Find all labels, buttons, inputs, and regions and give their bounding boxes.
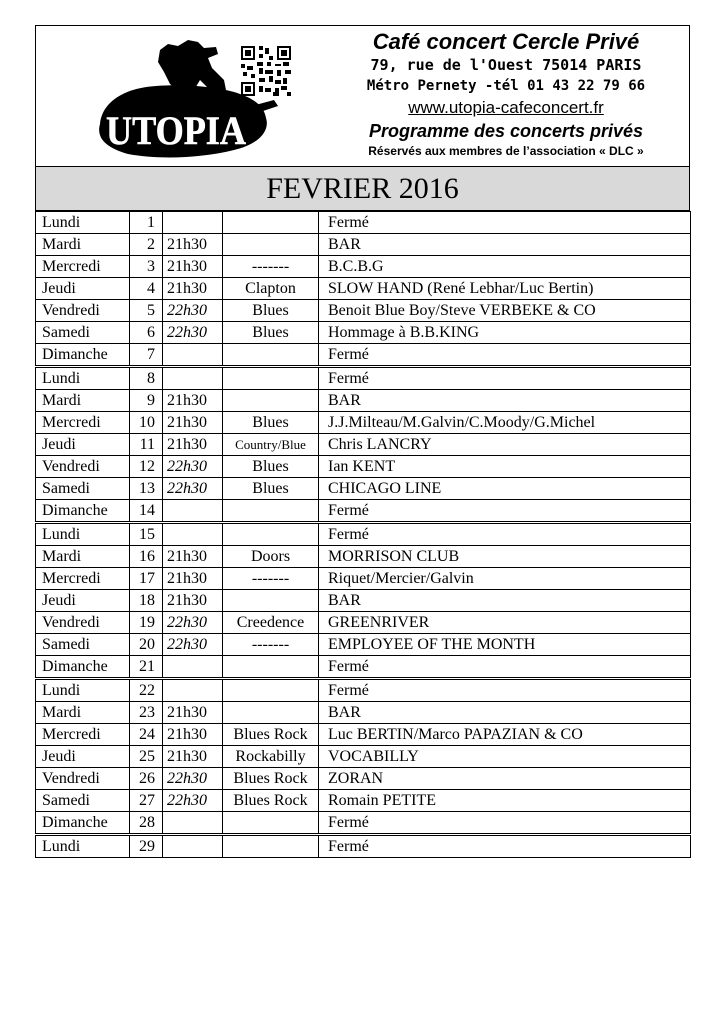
date-cell: 14 <box>130 500 163 523</box>
date-cell: 27 <box>130 790 163 812</box>
date-cell: 25 <box>130 746 163 768</box>
date-cell: 3 <box>130 256 163 278</box>
act-cell: BAR <box>319 702 691 724</box>
schedule-row <box>36 278 691 300</box>
time-cell <box>163 500 223 523</box>
date-cell: 23 <box>130 702 163 724</box>
time-cell: 21h30 <box>163 724 223 746</box>
logo-text: UTOPIA <box>106 108 247 153</box>
day-cell: Dimanche <box>36 344 130 367</box>
genre-cell: Blues <box>223 300 319 322</box>
date-cell: 18 <box>130 590 163 612</box>
date-cell: 19 <box>130 612 163 634</box>
time-cell: 21h30 <box>163 434 223 456</box>
genre-cell: Blues Rock <box>223 724 319 746</box>
schedule-row <box>36 812 691 835</box>
day-cell: Lundi <box>36 212 130 234</box>
time-cell: 22h30 <box>163 456 223 478</box>
genre-cell: Blues Rock <box>223 768 319 790</box>
schedule-table <box>35 211 691 858</box>
time-cell: 21h30 <box>163 390 223 412</box>
time-cell <box>163 212 223 234</box>
genre-cell: Blues <box>223 456 319 478</box>
time-cell: 21h30 <box>163 412 223 434</box>
day-cell: Mardi <box>36 702 130 724</box>
date-cell: 16 <box>130 546 163 568</box>
time-cell <box>163 344 223 367</box>
schedule-row <box>36 656 691 679</box>
genre-cell: Blues <box>223 322 319 344</box>
day-cell: Mardi <box>36 234 130 256</box>
website-link[interactable]: www.utopia-cafeconcert.fr <box>408 98 604 117</box>
genre-cell <box>223 523 319 546</box>
day-cell: Lundi <box>36 523 130 546</box>
act-cell: Fermé <box>319 523 691 546</box>
day-cell: Vendredi <box>36 456 130 478</box>
schedule-row <box>36 434 691 456</box>
genre-cell: ------- <box>223 256 319 278</box>
act-cell: ZORAN <box>319 768 691 790</box>
act-cell: Fermé <box>319 835 691 858</box>
schedule-row <box>36 724 691 746</box>
act-cell: J.J.Milteau/M.Galvin/C.Moody/G.Michel <box>319 412 691 434</box>
day-cell: Dimanche <box>36 500 130 523</box>
genre-cell <box>223 390 319 412</box>
time-cell: 21h30 <box>163 568 223 590</box>
day-cell: Samedi <box>36 322 130 344</box>
day-cell: Mardi <box>36 390 130 412</box>
venue-title: Café concert Cercle Privé <box>372 29 640 54</box>
schedule-row <box>36 212 691 234</box>
time-cell <box>163 835 223 858</box>
time-cell: 22h30 <box>163 612 223 634</box>
time-cell: 21h30 <box>163 278 223 300</box>
genre-cell <box>223 590 319 612</box>
date-cell: 12 <box>130 456 163 478</box>
genre-cell: Rockabilly <box>223 746 319 768</box>
day-cell: Mercredi <box>36 256 130 278</box>
act-cell: Fermé <box>319 344 691 367</box>
time-cell: 21h30 <box>163 746 223 768</box>
time-cell: 22h30 <box>163 768 223 790</box>
membership-note: Réservés aux membres de l’association « DLC » <box>368 144 644 158</box>
genre-cell: Country/Blue <box>223 434 319 456</box>
qr-code <box>241 46 291 96</box>
genre-cell <box>223 212 319 234</box>
day-cell: Mercredi <box>36 412 130 434</box>
schedule-row <box>36 612 691 634</box>
date-cell: 10 <box>130 412 163 434</box>
schedule-row <box>36 634 691 656</box>
schedule-row <box>36 390 691 412</box>
day-cell: Jeudi <box>36 746 130 768</box>
act-cell: BAR <box>319 234 691 256</box>
day-cell: Lundi <box>36 835 130 858</box>
schedule-row <box>36 568 691 590</box>
time-cell <box>163 679 223 702</box>
day-cell: Samedi <box>36 634 130 656</box>
act-cell: Fermé <box>319 367 691 390</box>
day-cell: Jeudi <box>36 434 130 456</box>
program-page <box>35 25 690 858</box>
schedule-row <box>36 546 691 568</box>
genre-cell <box>223 344 319 367</box>
act-cell: Romain PETITE <box>319 790 691 812</box>
genre-cell <box>223 500 319 523</box>
date-cell: 11 <box>130 434 163 456</box>
act-cell: Riquet/Mercier/Galvin <box>319 568 691 590</box>
genre-cell: Blues <box>223 478 319 500</box>
schedule-row <box>36 478 691 500</box>
date-cell: 1 <box>130 212 163 234</box>
day-cell: Vendredi <box>36 300 130 322</box>
schedule-row <box>36 500 691 523</box>
act-cell: EMPLOYEE OF THE MONTH <box>319 634 691 656</box>
schedule-row <box>36 768 691 790</box>
program-heading: Programme des concerts privés <box>368 121 644 141</box>
time-cell: 22h30 <box>163 478 223 500</box>
date-cell: 5 <box>130 300 163 322</box>
act-cell: BAR <box>319 390 691 412</box>
act-cell: Hommage à B.B.KING <box>319 322 691 344</box>
schedule-row <box>36 679 691 702</box>
time-cell: 22h30 <box>163 634 223 656</box>
time-cell: 22h30 <box>163 790 223 812</box>
date-cell: 15 <box>130 523 163 546</box>
act-cell: MORRISON CLUB <box>319 546 691 568</box>
act-cell: SLOW HAND (René Lebhar/Luc Bertin) <box>319 278 691 300</box>
genre-cell <box>223 367 319 390</box>
schedule-row <box>36 412 691 434</box>
day-cell: Lundi <box>36 367 130 390</box>
venue-address: 79, rue de l'Ouest 75014 PARIS <box>370 56 642 74</box>
day-cell: Mercredi <box>36 724 130 746</box>
date-cell: 4 <box>130 278 163 300</box>
venue-metro-phone: Métro Pernety -tél 01 43 22 79 66 <box>366 78 646 94</box>
act-cell: BAR <box>319 590 691 612</box>
date-cell: 17 <box>130 568 163 590</box>
schedule-row <box>36 322 691 344</box>
day-cell: Samedi <box>36 790 130 812</box>
month-title: FEVRIER 2016 <box>35 167 690 211</box>
day-cell: Jeudi <box>36 590 130 612</box>
date-cell: 7 <box>130 344 163 367</box>
time-cell: 21h30 <box>163 234 223 256</box>
act-cell: GREENRIVER <box>319 612 691 634</box>
time-cell: 21h30 <box>163 590 223 612</box>
schedule-row <box>36 790 691 812</box>
time-cell: 21h30 <box>163 256 223 278</box>
date-cell: 21 <box>130 656 163 679</box>
genre-cell <box>223 656 319 679</box>
act-cell: Fermé <box>319 812 691 835</box>
day-cell: Lundi <box>36 679 130 702</box>
header-info <box>326 26 686 159</box>
date-cell: 28 <box>130 812 163 835</box>
act-cell: Chris LANCRY <box>319 434 691 456</box>
genre-cell <box>223 835 319 858</box>
genre-cell: Blues <box>223 412 319 434</box>
day-cell: Dimanche <box>36 812 130 835</box>
day-cell: Samedi <box>36 478 130 500</box>
schedule-row <box>36 234 691 256</box>
schedule-row <box>36 702 691 724</box>
schedule-row <box>36 367 691 390</box>
time-cell <box>163 812 223 835</box>
schedule-row <box>36 590 691 612</box>
genre-cell: Clapton <box>223 278 319 300</box>
time-cell: 22h30 <box>163 322 223 344</box>
header <box>35 25 690 167</box>
date-cell: 20 <box>130 634 163 656</box>
day-cell: Vendredi <box>36 768 130 790</box>
date-cell: 6 <box>130 322 163 344</box>
act-cell: B.C.B.G <box>319 256 691 278</box>
date-cell: 24 <box>130 724 163 746</box>
schedule-row <box>36 746 691 768</box>
time-cell: 22h30 <box>163 300 223 322</box>
genre-cell: Blues Rock <box>223 790 319 812</box>
act-cell: CHICAGO LINE <box>319 478 691 500</box>
act-cell: Benoit Blue Boy/Steve VERBEKE & CO <box>319 300 691 322</box>
day-cell: Jeudi <box>36 278 130 300</box>
day-cell: Mercredi <box>36 568 130 590</box>
time-cell <box>163 367 223 390</box>
schedule-row <box>36 344 691 367</box>
act-cell: Fermé <box>319 500 691 523</box>
act-cell: Fermé <box>319 656 691 679</box>
date-cell: 13 <box>130 478 163 500</box>
schedule-row <box>36 256 691 278</box>
genre-cell: ------- <box>223 568 319 590</box>
time-cell: 21h30 <box>163 702 223 724</box>
date-cell: 29 <box>130 835 163 858</box>
schedule-row <box>36 523 691 546</box>
date-cell: 8 <box>130 367 163 390</box>
schedule-row <box>36 456 691 478</box>
schedule-row <box>36 835 691 858</box>
date-cell: 9 <box>130 390 163 412</box>
act-cell: Luc BERTIN/Marco PAPAZIAN & CO <box>319 724 691 746</box>
genre-cell <box>223 812 319 835</box>
genre-cell <box>223 702 319 724</box>
day-cell: Dimanche <box>36 656 130 679</box>
day-cell: Vendredi <box>36 612 130 634</box>
time-cell <box>163 523 223 546</box>
act-cell: Ian KENT <box>319 456 691 478</box>
genre-cell: Creedence <box>223 612 319 634</box>
genre-cell <box>223 234 319 256</box>
date-cell: 22 <box>130 679 163 702</box>
time-cell <box>163 656 223 679</box>
day-cell: Mardi <box>36 546 130 568</box>
time-cell: 21h30 <box>163 546 223 568</box>
act-cell: Fermé <box>319 212 691 234</box>
genre-cell: Doors <box>223 546 319 568</box>
date-cell: 26 <box>130 768 163 790</box>
schedule-row <box>36 300 691 322</box>
act-cell: Fermé <box>319 679 691 702</box>
act-cell: VOCABILLY <box>319 746 691 768</box>
date-cell: 2 <box>130 234 163 256</box>
genre-cell <box>223 679 319 702</box>
genre-cell: ------- <box>223 634 319 656</box>
